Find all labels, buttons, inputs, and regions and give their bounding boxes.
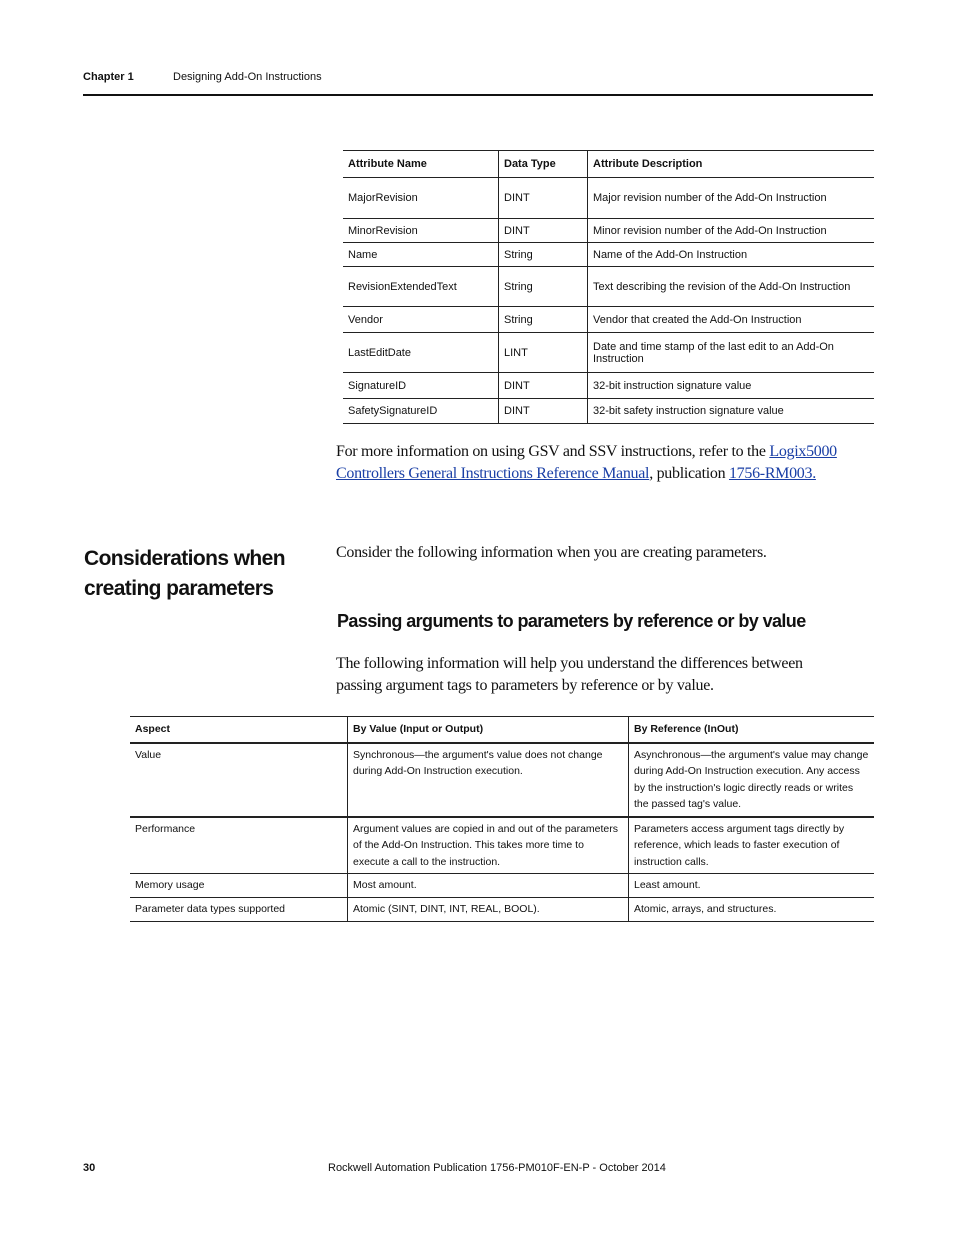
column-header: Aspect: [130, 717, 348, 743]
table-cell: MinorRevision: [343, 219, 499, 243]
subsection-title: Passing arguments to parameters by reference or by value: [337, 611, 806, 631]
table-row: [343, 243, 874, 267]
table-row: [343, 307, 874, 333]
table-row: [130, 874, 874, 898]
table-cell: Vendor: [343, 307, 499, 333]
table-cell: Name of the Add-On Instruction: [588, 243, 875, 267]
table-cell: Parameter data types supported: [130, 898, 348, 922]
paragraph-text: , publication: [649, 464, 729, 482]
table-cell: DINT: [499, 219, 588, 243]
table-cell: 32-bit instruction signature value: [588, 373, 875, 399]
table-cell: SafetySignatureID: [343, 399, 499, 424]
table-cell: Parameters access argument tags directly by reference, which leads to faster execution of instruction calls.: [629, 817, 875, 874]
table-row: [130, 898, 874, 922]
section-title-line: Considerations when: [84, 547, 285, 570]
subsection-intro: The following information will help you understand the differences between passing argument tags to parameters by reference or by value.: [336, 655, 803, 694]
table-cell: Memory usage: [130, 874, 348, 898]
table-row: [130, 743, 874, 817]
table-row: [343, 373, 874, 399]
table-cell: LINT: [499, 333, 588, 373]
table-cell: String: [499, 243, 588, 267]
column-header: By Reference (InOut): [629, 717, 875, 743]
table-cell: Most amount.: [348, 874, 629, 898]
section-title: [84, 544, 314, 604]
table-cell: String: [499, 307, 588, 333]
publication-link[interactable]: 1756-RM003.: [728, 464, 816, 482]
general-instructions-manual-link[interactable]: Logix5000 Controllers General Instructions Reference Manual: [336, 443, 837, 482]
table-cell: Major revision number of the Add-On Instruction: [588, 178, 875, 219]
table-cell: Least amount.: [629, 874, 875, 898]
table-row: [343, 333, 874, 373]
table-row: [343, 178, 874, 219]
publication-footer: Rockwell Automation Publication 1756-PM010F-EN-P - October 2014: [328, 1162, 666, 1174]
table-cell: Minor revision number of the Add-On Instruction: [588, 219, 875, 243]
column-header: Attribute Description: [588, 151, 875, 178]
table-row: [343, 267, 874, 307]
table-cell: Argument values are copied in and out of the parameters of the Add-On Instruction. This takes more time to execute a call to the instruction.: [348, 817, 629, 874]
section-title-line: creating parameters: [84, 577, 274, 600]
table-cell: 32-bit safety instruction signature value: [588, 399, 875, 424]
gsv-reference-paragraph: [336, 441, 876, 484]
table-cell: Date and time stamp of the last edit to an Add-On Instruction: [588, 333, 875, 373]
table-cell: DINT: [499, 399, 588, 424]
table-cell: Vendor that created the Add-On Instruction: [588, 307, 875, 333]
table-row: [343, 399, 874, 424]
paragraph-text: For more information on using GSV and SSV instructions, refer to the: [336, 443, 770, 460]
column-header: Data Type: [499, 151, 588, 178]
table-cell: DINT: [499, 178, 588, 219]
page-number: 30: [83, 1162, 96, 1174]
section-intro: Consider the following information when you are creating parameters.: [336, 544, 767, 561]
table-cell: Asynchronous—the argument's value may change during Add-On Instruction execution. Any access by the instruction's logic directly reads or writes the passed tag's value.: [629, 743, 875, 817]
comparison-table: [130, 716, 874, 922]
column-header: By Value (Input or Output): [348, 717, 629, 743]
table-cell: Text describing the revision of the Add-On Instruction: [588, 267, 875, 307]
header-title: Designing Add-On Instructions: [173, 71, 322, 83]
table-cell: MajorRevision: [343, 178, 499, 219]
table-cell: Name: [343, 243, 499, 267]
table-cell: DINT: [499, 373, 588, 399]
table-row: [343, 219, 874, 243]
attributes-table: [343, 150, 874, 424]
table-cell: Atomic (SINT, DINT, INT, REAL, BOOL).: [348, 898, 629, 922]
table-cell: RevisionExtendedText: [343, 267, 499, 307]
header-chapter: Chapter 1: [83, 71, 134, 83]
table-cell: Value: [130, 743, 348, 817]
header-rule: [83, 94, 873, 96]
table-cell: String: [499, 267, 588, 307]
table-row: [130, 817, 874, 874]
table-cell: Atomic, arrays, and structures.: [629, 898, 875, 922]
column-header: Attribute Name: [343, 151, 499, 178]
table-cell: Performance: [130, 817, 348, 874]
table-cell: SignatureID: [343, 373, 499, 399]
table-cell: Synchronous—the argument's value does not change during Add-On Instruction execution.: [348, 743, 629, 817]
table-cell: LastEditDate: [343, 333, 499, 373]
attributes-table-header: [343, 151, 874, 178]
comparison-table-header: [130, 717, 874, 743]
